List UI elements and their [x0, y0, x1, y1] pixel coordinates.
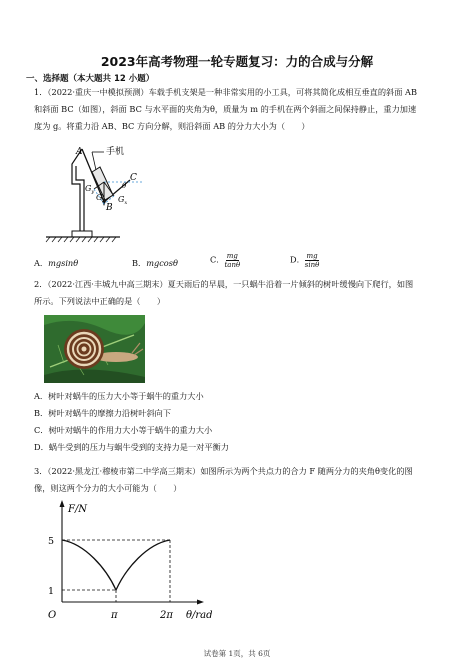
question-1 — [34, 84, 454, 135]
q2-line-1: 2．（2022·江西·丰城九中高三期末）夏天雨后的早晨，一只蜗牛沿着一片倾斜的树叶缓慢向下爬行，如图 — [34, 279, 414, 289]
page-footer: 试卷第 1页，共 6页 — [203, 649, 271, 658]
question-3 — [34, 463, 454, 497]
label-Gx: $G_x$ — [118, 195, 128, 206]
page-title: 2023年高考物理一轮专题复习：力的合成与分解 — [100, 54, 374, 69]
q1-option-c: C． $\frac{mg}{\tan\theta}$ — [210, 252, 241, 269]
x-tick-pi: π — [111, 610, 118, 621]
label-C: C — [130, 173, 137, 183]
q1-line-3: 度为 g。将重力沿 AB、BC 方向分解，则沿斜面 AB 的分力大小为（ ） — [34, 121, 310, 131]
q2-option-c: C．树叶对蜗牛的作用力大小等于蜗牛的重力大小 — [34, 425, 213, 435]
phone-holder-diagram — [42, 140, 172, 244]
q2-option-b: B．树叶对蜗牛的摩擦力沿树叶斜向下 — [34, 408, 172, 418]
q1-option-d: D． $\frac{mg}{\sin\theta}$ — [290, 252, 320, 269]
label-theta: θ — [122, 182, 127, 190]
x-axis-label: θ/rad — [186, 610, 213, 621]
label-Gy: $G_y$ — [85, 184, 95, 195]
q2-option-d: D．蜗牛受到的压力与蜗牛受到的支持力是一对平衡力 — [34, 442, 229, 452]
snail-on-leaf-photo — [44, 315, 145, 383]
label-phone: 手机 — [106, 147, 125, 157]
q1-option-a: A．mgsinθ — [34, 258, 79, 268]
label-B: B — [106, 203, 113, 213]
y-tick-1: 1 — [48, 586, 55, 597]
force-angle-graph — [40, 498, 240, 630]
q1-option-b: B．mgcosθ — [132, 258, 178, 268]
q2-options — [34, 388, 454, 456]
label-A: A — [76, 147, 83, 157]
q3-line-2: 像，则这两个分力的大小可能为（ ） — [34, 483, 182, 493]
x-tick-2pi: 2π — [160, 610, 173, 621]
q2-option-a: A．树叶对蜗牛的压力大小等于蜗牛的重力大小 — [34, 391, 204, 401]
section-heading: 一、选择题（本大题共 12 小题） — [26, 74, 155, 84]
y-tick-5: 5 — [48, 536, 55, 547]
label-G: G — [96, 193, 103, 202]
q1-line-1: 1．（2022·重庆一中模拟预测）车载手机支架是一种非常实用的小工具，可将其简化成相互垂直的斜面 AB — [34, 87, 417, 97]
question-2 — [34, 276, 454, 310]
q2-line-2: 所示。下列说法中正确的是（ ） — [34, 296, 166, 306]
y-axis-label: F/N — [68, 504, 88, 515]
origin-label: O — [48, 610, 57, 621]
q1-line-2: 和斜面 BC（如图），斜面 BC 与水平面的夹角为θ，质量为 m 的手机在两个斜面之间保持静止，重力加速 — [34, 104, 417, 114]
q3-line-1: 3．（2022·黑龙江·穆棱市第二中学高三期末）如图所示为两个共点力的合力 F 随两分力的夹角θ变化的图 — [34, 466, 413, 476]
